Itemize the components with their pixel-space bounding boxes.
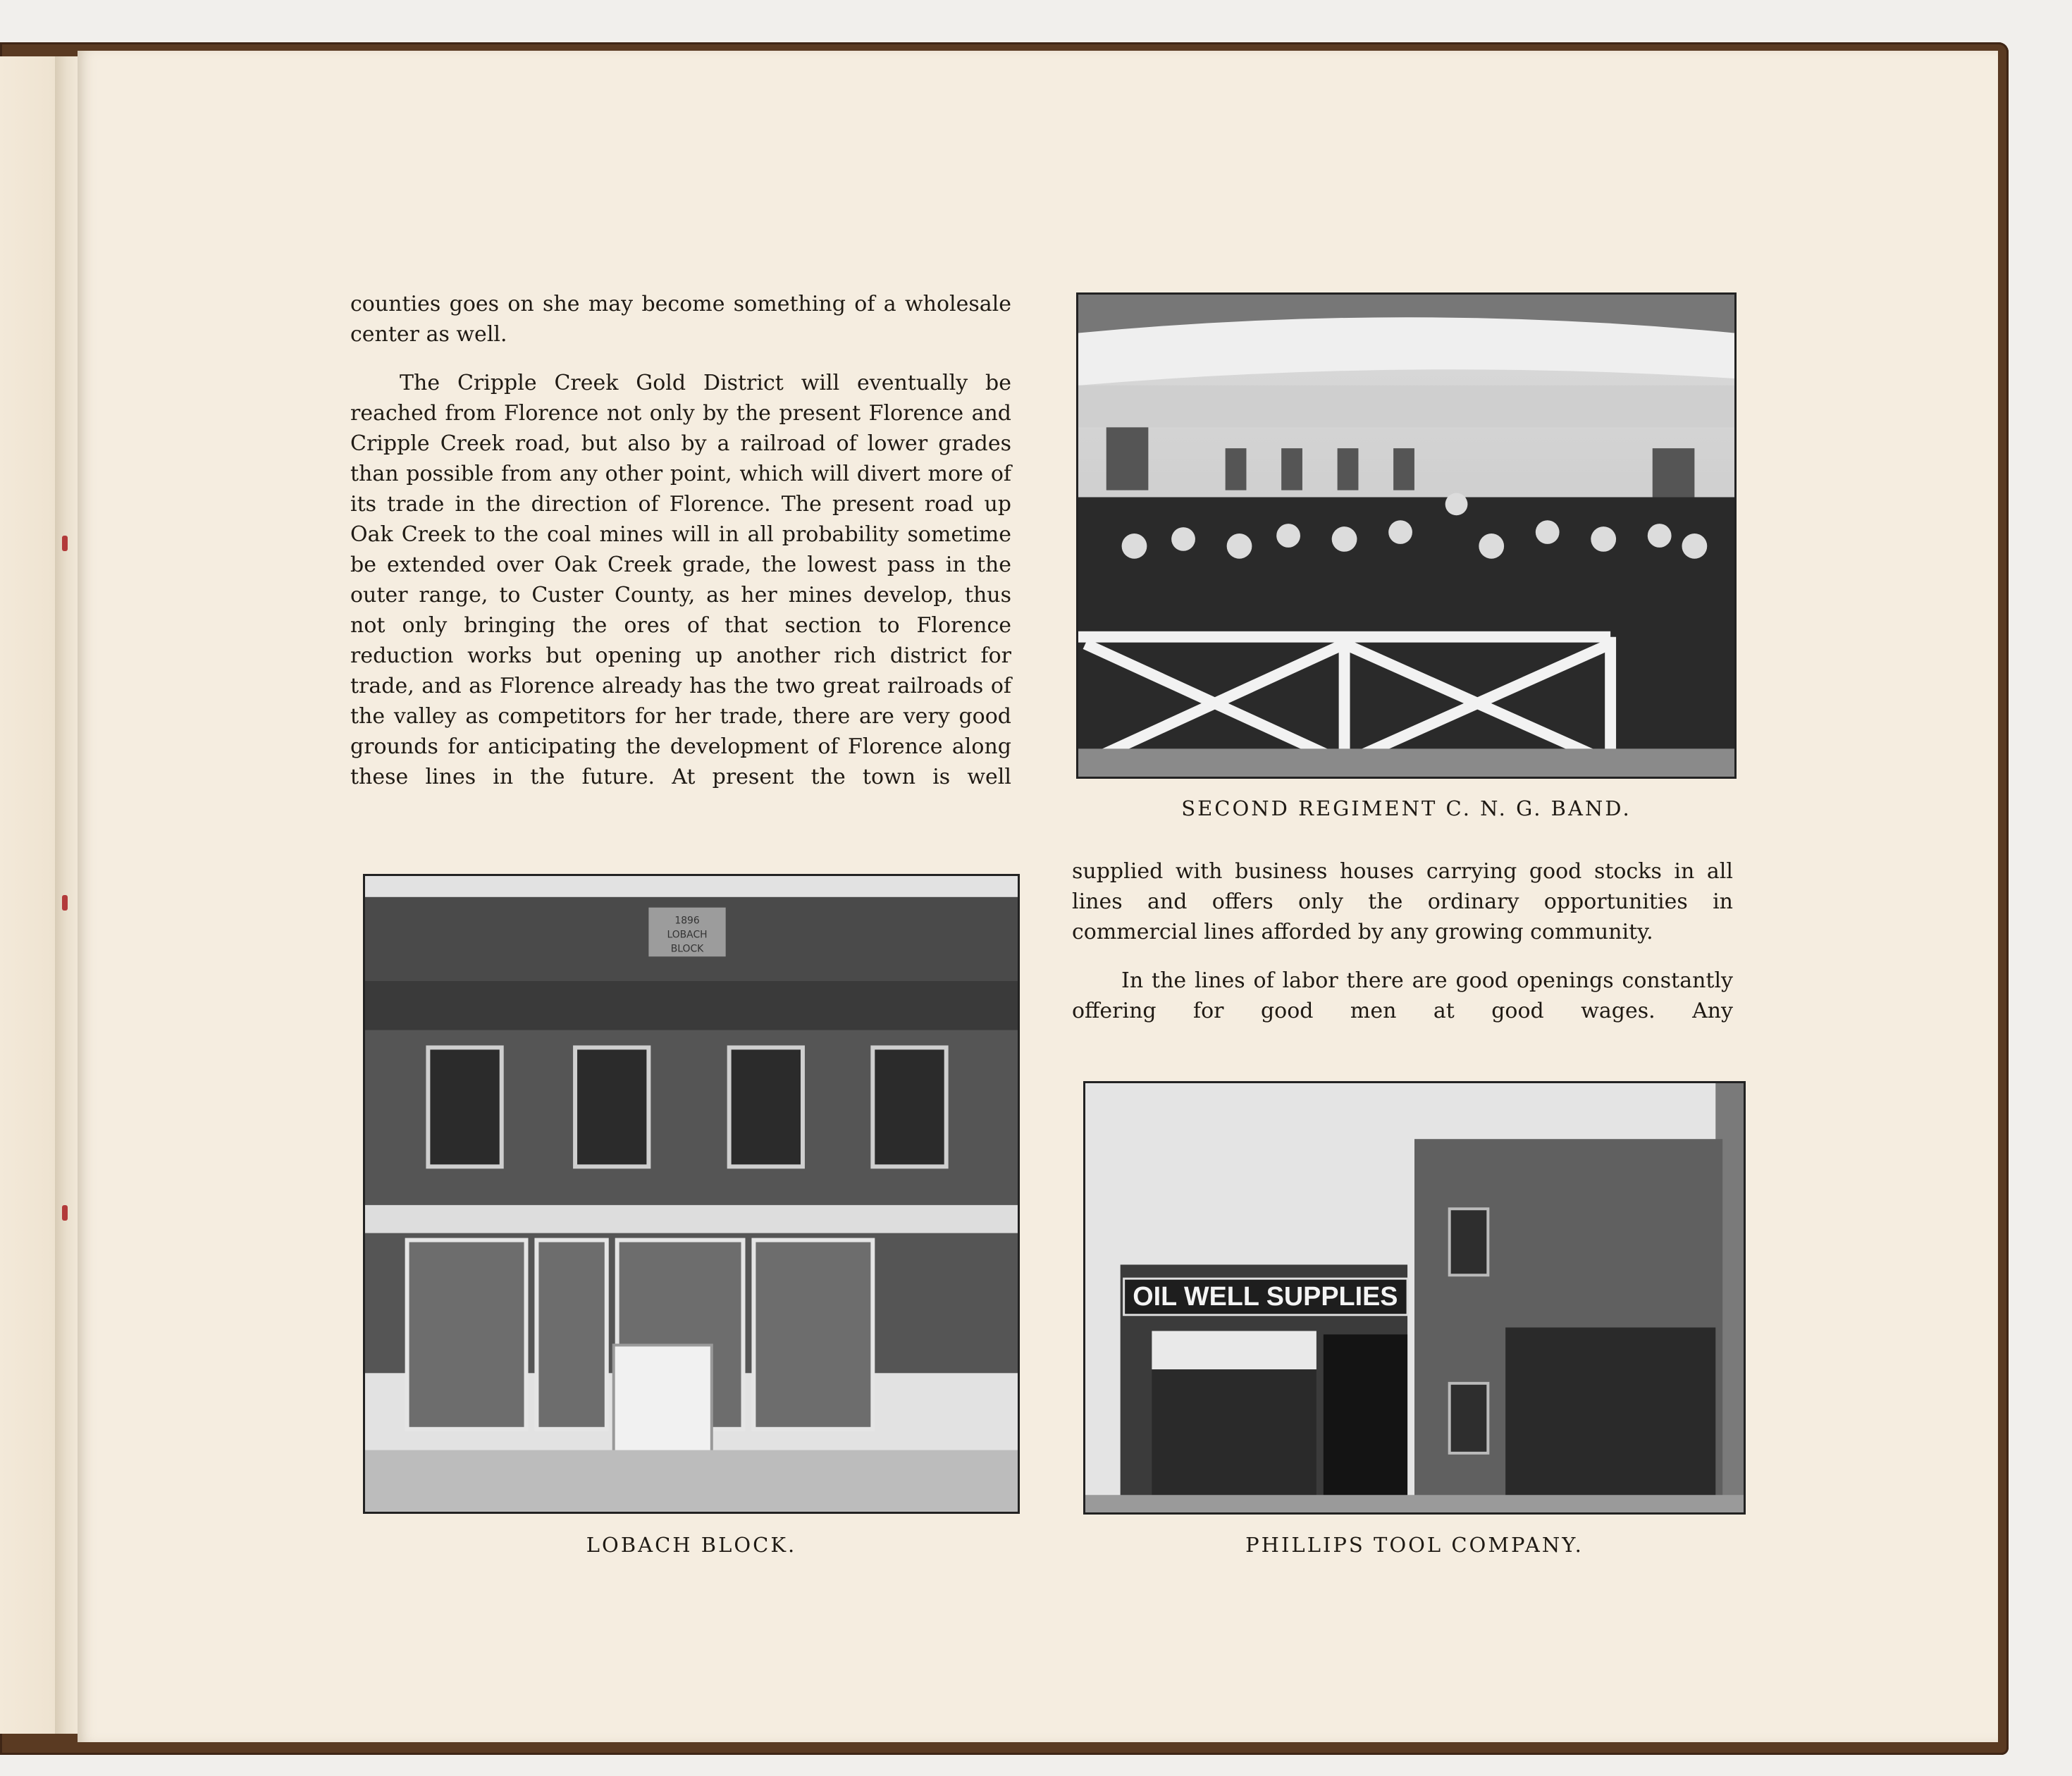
lobach-sign-name: LOBACH (667, 929, 708, 941)
binding-stitch (62, 895, 68, 911)
paragraph: supplied with business houses carrying good stocks in all lines and offers only the ordinary opportunities in commercial lines afforded by any growing community. (1072, 859, 1733, 944)
band-photo (1076, 292, 1737, 779)
binding-stitch (62, 536, 68, 551)
lobach-caption: LOBACH BLOCK. (586, 1533, 797, 1557)
lobach-sign-year: 1896 (674, 915, 700, 927)
phillips-tool-photo (1083, 1081, 1746, 1515)
paragraph: The Cripple Creek Gold District will eventually be reached from Florence not only by the present Florence and Cripple Creek road, but also by a railroad of lower grades than possible from any other point, which will divert more of its trade in the direction of Florence. The present road up Oak Creek to the coal mines will in all probability sometime be extended over Oak Creek grade, the lowest pass in the outer range, to Custer County, as her mines develop, thus not only bringing the ores of that section to Florence reduction works but opening up another rich district for trade, and as Florence already has the two great railroads of the valley as competitors for her trade, there are very good grounds for anticipating the development of Florence along these lines in the future. At present the town is well (350, 371, 1011, 789)
book-gutter (55, 56, 80, 1734)
phillips-caption: PHILLIPS TOOL COMPANY. (1245, 1533, 1584, 1557)
lobach-sign-block: BLOCK (670, 943, 704, 955)
band-caption: SECOND REGIMENT C. N. G. BAND. (1181, 796, 1632, 820)
lobach-block-photo (363, 874, 1020, 1514)
text-column-left (350, 289, 1011, 810)
oil-well-supplies-sign: OIL WELL SUPPLIES (1133, 1281, 1398, 1311)
paragraph: counties goes on she may become something of a wholesale center as well. (350, 292, 1011, 347)
text-column-right (1072, 856, 1733, 1044)
paragraph: In the lines of labor there are good openings constantly offering for good men at good wages. Any (1072, 968, 1733, 1023)
binding-stitch (62, 1205, 68, 1221)
